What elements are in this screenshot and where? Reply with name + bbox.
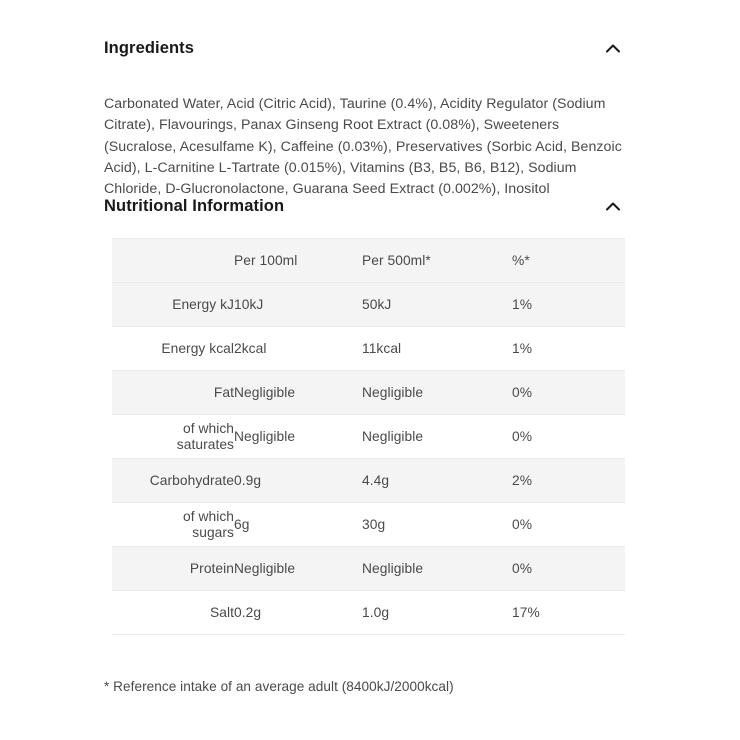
nutrient-label: Protein [112,547,234,591]
value-percent: 0% [494,371,625,415]
ingredients-title: Ingredients [104,39,195,57]
value-per-100ml: 0.9g [234,459,362,503]
value-per-500ml: 30g [362,503,494,547]
value-per-500ml: Negligible [362,547,494,591]
reference-intake-footnote: * Reference intake of an average adult (8400kJ/2000kcal) [104,679,454,694]
table-header-row [112,239,625,283]
nutrient-label [112,415,234,459]
nutrient-label: Fat [112,371,234,415]
nutrient-label [112,503,234,547]
value-percent: 0% [494,415,625,459]
nutrition-title: Nutritional Information [104,197,285,215]
column-header-per-100ml: Per 100ml [234,239,362,283]
value-per-100ml: 6g [234,503,362,547]
nutrient-label: Carbohydrate [112,459,234,503]
nutrient-label-line2: saturates [176,436,234,452]
column-header-per-500ml: Per 500ml* [362,239,494,283]
nutrition-table [112,238,625,635]
nutrient-label: Salt [112,591,234,635]
table-row [112,591,625,635]
table-body [112,283,625,635]
value-percent: 1% [494,327,625,371]
value-per-500ml: 50kJ [362,283,494,327]
table-row [112,283,625,327]
nutrition-section-header[interactable] [104,197,626,217]
table-head [112,239,625,283]
table-row [112,371,625,415]
nutrition-table-wrapper [112,238,625,635]
value-percent: 2% [494,459,625,503]
value-per-100ml: 2kcal [234,327,362,371]
table-row [112,459,625,503]
value-percent: 1% [494,283,625,327]
nutrient-label-line1: of which [182,420,234,436]
value-per-100ml: 0.2g [234,591,362,635]
value-per-500ml: 1.0g [362,591,494,635]
value-per-100ml: Negligible [234,547,362,591]
table-row [112,547,625,591]
column-header-blank [112,239,234,283]
value-per-100ml: Negligible [234,371,362,415]
chevron-up-icon[interactable] [604,198,622,216]
value-per-500ml: 11kcal [362,327,494,371]
table-row [112,503,625,547]
value-per-500ml: Negligible [362,415,494,459]
value-per-100ml: Negligible [234,415,362,459]
ingredients-text: Carbonated Water, Acid (Citric Acid), Taurine (0.4%), Acidity Regulator (Sodium Citrate), Flavourings, Panax Ginseng Root Extract (0.08%), Sweeteners (Sucralose, Acesulfame K), Caffeine (0.03%), Preservatives (Sorbic Acid, Benzoic Acid), L-Carnitine L-Tartrate (0.015%), Vitamins (B3, B5, B6, B12), Sodium Chloride, D-Glucronolactone, Guarana Seed Extract (0.002%), Inositol [104,96,622,197]
ingredients-section-header[interactable] [104,39,626,59]
table-row [112,415,625,459]
table-row [112,327,625,371]
value-percent: 0% [494,547,625,591]
value-percent: 17% [494,591,625,635]
value-per-100ml: 10kJ [234,283,362,327]
nutrient-label-line2: sugars [192,524,234,540]
chevron-up-icon[interactable] [604,40,622,58]
value-per-500ml: Negligible [362,371,494,415]
nutrient-label: Energy kJ [112,283,234,327]
nutrient-label: Energy kcal [112,327,234,371]
value-percent: 0% [494,503,625,547]
value-per-500ml: 4.4g [362,459,494,503]
nutrient-label-line1: of which [182,508,234,524]
column-header-percent: %* [494,239,625,283]
